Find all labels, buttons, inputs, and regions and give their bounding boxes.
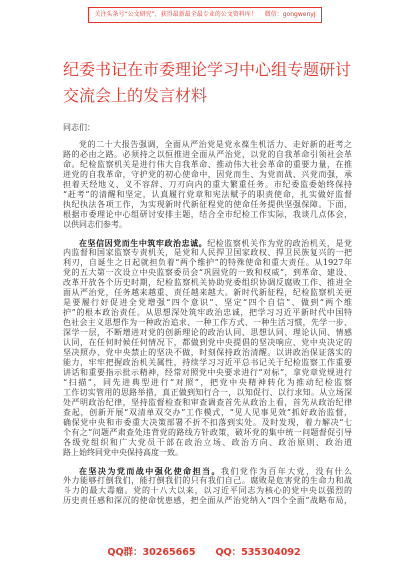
text-run: 我们党作为百年大党，没有什么 (220, 467, 353, 476)
text-line: 历史责任感和深沉的使命忧患感，把全面从严治党纳入“四个全面”战略布局， (63, 496, 352, 505)
text-line: 色社会主义思想作为一种政治追求、一种工作方式、一种生活习惯，先学一步、 (63, 318, 352, 327)
text-line: 内监督和国家监察专责机关，是党和人民捍卫国家政权、捍卫民族复兴的一把 (63, 248, 352, 257)
contact-footer (0, 546, 408, 560)
text-line: 坚决照办、党中央禁止的坚决不做，时刻保持政治清醒。以讲政治保证落实的 (63, 348, 352, 357)
text-line: 执纪执法各项工作，为实现新时代新征程党的使命任务提供坚强保障。下面， (63, 200, 352, 209)
text-line: 外力能够打倒我们，能打倒我们的只有我们自己。腐败是危害党的生命力和战 (63, 476, 352, 485)
text-line: 党的二十大报告强调，全面从严治党是党永葆生机活力、走好新的赶考之 (79, 140, 352, 149)
qq-group: QQ群：30265665 (107, 547, 196, 558)
text-line: “赶考”的清醒和坚定，认真履行党章和宪法赋予的职责使命，扎实做好监督 (63, 190, 352, 199)
text-line: 确保党中央和市委重大决策部署不折不扣落到实处。及时发现，着力解决“七 (63, 418, 352, 427)
text-line (63, 238, 352, 248)
text-line: 认同，在任何时候任何情况下，都做到党中央提倡的坚决响应、党中央决定的 (63, 338, 352, 347)
text-line: 命。纪检监察机关是进行伟大自我革命、推动伟大社会革命的重要力量，在推 (63, 160, 352, 169)
text-line (63, 466, 352, 476)
text-line: 斗力的最大毒瘤。党的十八大以来，以习近平同志为核心的党中央以强烈的 (63, 486, 352, 495)
title-line-1: 纪委书记在市委理论学习中心组专题研讨 (63, 60, 352, 79)
text-line: 工作切实管用的思路举措，真正做到知行合一，以知促行、以行求知。从立场深 (63, 388, 352, 397)
paragraph (63, 466, 352, 506)
promo-banner (88, 7, 322, 23)
text-line: “扫描”，同先进典型进行“对照”，把党中央精神转化为推动纪检监察 (63, 378, 352, 387)
section-heading: 在坚信因党而生中筑牢政治忠诚。 (79, 238, 208, 248)
text-line: 党的五大第一次设立中央监察委员会“巩固党的一致和权威”，到革命、建设、 (63, 268, 352, 277)
banner-wechat: 微信：gongwenyj (264, 11, 316, 18)
paragraph (63, 238, 352, 458)
text-line: 查起，创新开展“双清单双交办”工作模式，“见人见事见效”抓好政治监督， (63, 408, 352, 417)
text-line: 个有之”问题严肃查处违背党的路线方针政策，破坏党的集中统一问题督促引导 (63, 428, 352, 437)
document-body (63, 140, 352, 506)
text-line: 利刃，自诞生之日起就担负着“两个维护”的特殊使命和重大责任。从1927年 (63, 258, 352, 267)
text-line: 根据市委理论中心组研讨安排主题，结合全市纪检工作实际，我谈几点体会， (63, 210, 352, 219)
qq-number: QQ：535304092 (215, 547, 301, 558)
text-line: 深学一层，不断增进对党的创新理论的政治认同、思想认同、理论认同、情感 (63, 328, 352, 337)
text-run: 纪检监察机关作为党的政治机关，是党 (207, 239, 353, 248)
text-line: 护”的根本政治责任。从思想深处筑牢政治忠诚，把学习习近平新时代中国特 (63, 308, 352, 317)
text-line: 各级党组织和广大党员干部在政治立场、政治方向、政治原则、政治道 (63, 438, 352, 447)
paragraph (63, 140, 352, 230)
text-line: 以供同志们参考。 (63, 220, 127, 229)
salutation: 同志们： (63, 123, 95, 132)
section-heading: 在坚决为党而战中强化使命担当。 (79, 466, 221, 476)
text-line: 是要履行好促进全党增强“四个意识”、坚定“四个自信”、做到“两个维 (63, 298, 352, 307)
text-line: 处严明政治纪律，坚持监督检查和审查调查首先从政治上看，首先从政治纪律 (63, 398, 352, 407)
text-line: 担着天经地义、义不容辞、刀刃向内的重大繁重任务。市纪委监委始终保持 (63, 180, 352, 189)
text-line: 改革开放各个历史时期，纪检监察机关协助党委组织协调反腐败工作、推进全 (63, 278, 352, 287)
title-line-2: 交流会上的发言材料 (63, 86, 208, 105)
text-line: 能力，牢牢把握政治机关属性，持续学习习近平总书记关于纪检监察工作重要 (63, 358, 352, 367)
banner-notice: 关注头条号“公文研究”，获得最新最全最专业的公文资料库！ (94, 11, 257, 18)
document-title (63, 57, 363, 109)
text-line: 讲话和重要指示批示精神，经常对照党中央要求进行“对标”，拿党章党规进行 (63, 368, 352, 377)
text-line: 进党的自我革命，守护党的初心使命中，因党而生、为党而战、兴党而强，承 (63, 170, 352, 179)
text-line: 路的必由之路。必须持之以恒推进全面从严治党，以党的自我革命引领社会革 (63, 150, 352, 159)
text-line: 路上始终同党中央保持高度一致。 (63, 448, 183, 457)
text-line: 面从严治党，任务越来越重、责任越来越大。新时代新征程，纪检监察机关更 (63, 288, 352, 297)
